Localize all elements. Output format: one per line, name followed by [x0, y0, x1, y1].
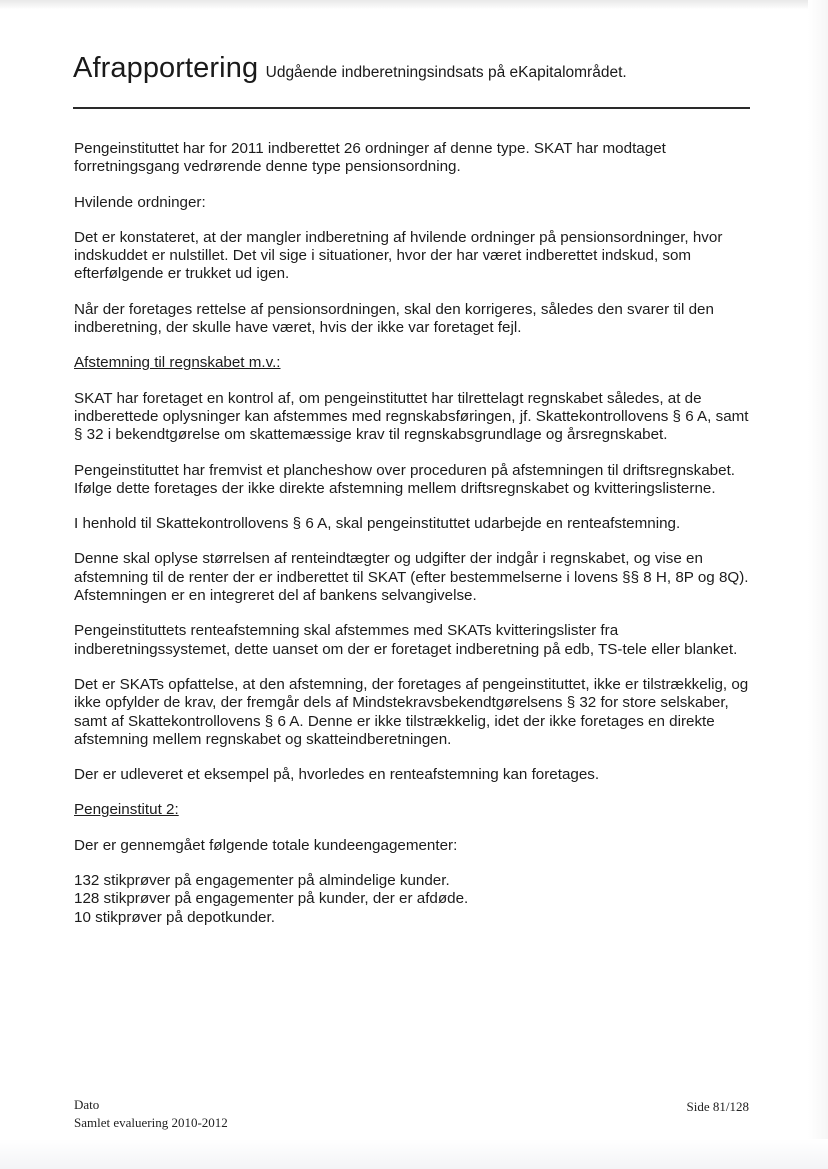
paragraph: I henhold til Skattekontrollovens § 6 A, skal pengeinstituttet udarbejde en renteafstemning. [74, 515, 681, 533]
paragraph: SKAT har foretaget en kontrol af, om pengeinstituttet har tilrettelagt regnskabet således, at de indberettede oplysninger kan afstemmes med regnskabsføringen, jf. Skattekontrollovens § 6 A, samt § 32 i bekendtgørelse om skattemæssige krav til regnskabsgrundlage og årsregnskabet. [74, 389, 749, 444]
list-item: 128 stikprøver på engagementer på kunder, der er afdøde. [74, 890, 469, 908]
paragraph: Der er gennemgået følgende totale kundeengagementer: [74, 836, 458, 854]
page-header [73, 52, 753, 85]
page-footer-left [74, 1096, 228, 1132]
footer-date-label: Dato [74, 1097, 100, 1112]
paragraph: Det er konstateret, at der mangler indberetning af hvilende ordninger på pensionsordninger, hvor indskuddet er nulstillet. Det vil sige i situationer, hvor der har været indberettet indskud, som efterfølgende er trukket ud igen. [74, 228, 723, 283]
paragraph: Pengeinstituttets renteafstemning skal afstemmes med SKATs kvitteringslister fra indberetningssystemet, dette uanset om der er foretaget indberetning på edb, TS-tele eller blanket. [74, 622, 738, 658]
section-heading-afstemning: Afstemning til regnskabet m.v.: [74, 354, 281, 372]
paragraph: Denne skal oplyse størrelsen af renteindtægter og udgifter der indgår i regnskabet, og vise en afstemning til de renter der er indberettet til SKAT (efter bestemmelserne i lovens §§ 8 H, 8P og 8Q). Afstemningen er en integreret del af bankens selvangivelse. [74, 550, 749, 605]
scan-bottom-edge [0, 1139, 828, 1169]
page-number: Side 81/128 [686, 1099, 749, 1114]
section-heading-pengeinstitut-2: Pengeinstitut 2: [74, 801, 179, 819]
page-title: Afrapportering [73, 52, 259, 84]
section-label-hvilende: Hvilende ordninger: [74, 193, 206, 211]
scan-right-edge [808, 0, 828, 1169]
footer-report-name: Samlet evaluering 2010-2012 [74, 1115, 228, 1130]
list-item: 10 stikprøver på depotkunder. [74, 908, 275, 926]
page-subtitle: Udgående indberetningsindsats på eKapitalområdet. [265, 64, 627, 81]
paragraph: Når der foretages rettelse af pensionsordningen, skal den korrigeres, således den svarer til den indberetning, der skulle have været, hvis der ikke var foretaget fejl. [74, 300, 714, 337]
document-body [74, 140, 752, 927]
list-item: 132 stikprøver på engagementer på almindelige kunder. [74, 872, 450, 890]
paragraph: Pengeinstituttet har for 2011 indberettet 26 ordninger af denne type. SKAT har modtaget forretningsgang vedrørende denne type pensionsordning. [74, 140, 666, 176]
paragraph: Der er udleveret et eksempel på, hvorledes en renteafstemning kan foretages. [74, 766, 600, 784]
paragraph: Pengeinstituttet har fremvist et plancheshow over proceduren på afstemningen til driftsregnskabet. Ifølge dette foretages der ikke direkte afstemning mellem driftsregnskabet og kvitteringslisterne. [74, 461, 736, 497]
scan-top-edge [0, 0, 828, 9]
header-divider [73, 107, 750, 109]
paragraph: Det er SKATs opfattelse, at den afstemning, der foretages af pengeinstituttet, ikke er tilstrækkelig, og ikke opfylder de krav, der fremgår dels af Mindstekravsbekendtgørelsens § 32 for store selskaber, samt af Skattekontrollovens § 6 A. Denne er ikke tilstrækkelig, idet der ikke foretages en direkte afstemning mellem regnskabet og skatteindberetningen. [74, 675, 749, 748]
